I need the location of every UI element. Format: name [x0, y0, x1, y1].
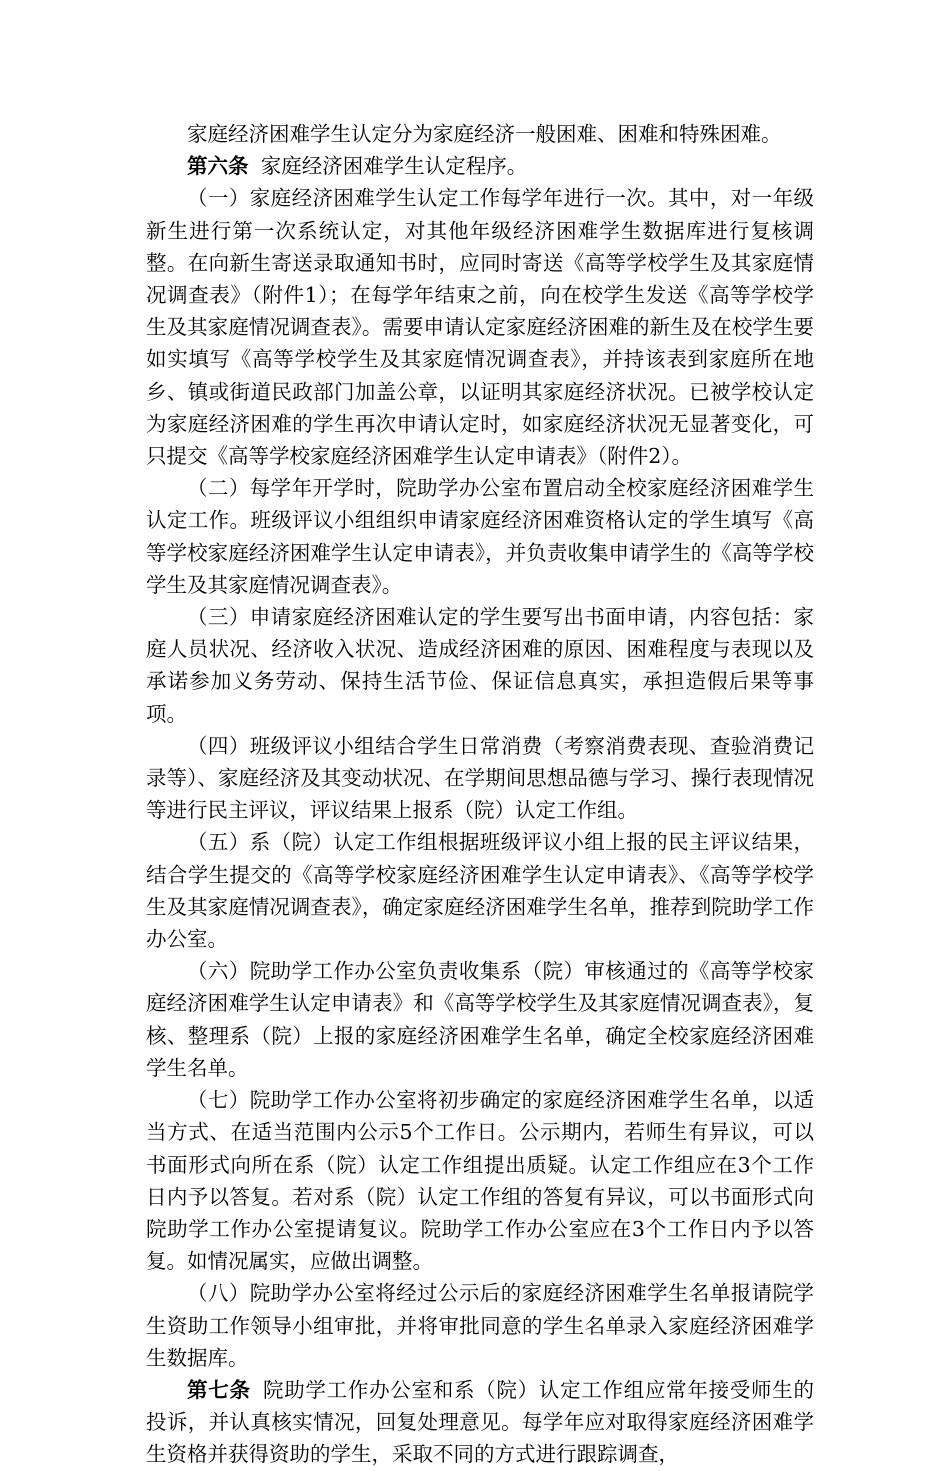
paragraph-text: 院助学工作办公室和系（院）认定工作组应常年接受师生的投诉，并认真核实情况，回复处理意见。每学年应对取得家庭经济困难学生资格并获得资助的学生，采取不同的方式进行跟踪调查，: [146, 1377, 815, 1467]
article-7-label: 第七条: [187, 1377, 251, 1402]
paragraph-text: （五）系（院）认定工作组根据班级评议小组上报的民主评议结果，结合学生提交的《高等学校家庭经济困难学生认定申请表》、《高等学校学生及其家庭情况调查表》，确定家庭经济困难学生名单，推荐到院助学工作办公室。: [146, 830, 814, 952]
paragraph-text: （三）申请家庭经济困难认定的学生要写出书面申请，内容包括：家庭人员状况、经济收入状况、造成经济困难的原因、困难程度与表现以及承诺参加义务劳动、保持生活节俭、保证信息真实，承担造假后果等事项。: [146, 605, 814, 726]
paragraph-step-3: [146, 601, 814, 730]
paragraph-step-1: [146, 182, 814, 472]
paragraph-text: （一）家庭经济困难学生认定工作每学年进行一次。其中，对一年级新生进行第一次系统认定，对其他年级经济困难学生数据库进行复核调整。在向新生寄送录取通知书时，应同时寄送《高等学校学生及其家庭情况调查表》（附件1）；在每学年结束之前，向在校学生发送《高等学校学生及其家庭情况调查表》。需要申请认定家庭经济困难的新生及在校学生要如实填写《高等学校学生及其家庭情况调查表》，并持该表到家庭所在地乡、镇或街道民政部门加盖公章，以证明其家庭经济状况。已被学校认定为家庭经济困难的学生再次申请认定时，如家庭经济状况无显著变化，可只提交《高等学校家庭经济困难学生认定申请表》（附件2）。: [146, 186, 814, 469]
paragraph-step-8: [146, 1277, 814, 1374]
paragraph-text: （八）院助学办公室将经过公示后的家庭经济困难学生名单报请院学生资助工作领导小组审批，并将审批同意的学生名单录入家庭经济困难学生数据库。: [146, 1281, 814, 1370]
paragraph-step-2: [146, 472, 814, 601]
paragraph-text: （二）每学年开学时，院助学办公室布置启动全校家庭经济困难学生认定工作。班级评议小组组织申请家庭经济困难资格认定的学生填写《高等学校家庭经济困难学生认定申请表》，并负责收集申请学生的《高等学校学生及其家庭情况调查表》。: [146, 476, 814, 597]
article-6-heading-paragraph: [146, 150, 814, 182]
article-7-paragraph: [146, 1374, 814, 1471]
paragraph-text: 家庭经济困难学生认定程序。: [260, 154, 528, 179]
article-6-label: 第六条: [187, 154, 249, 179]
paragraph-text: （六）院助学工作办公室负责收集系（院）审核通过的《高等学校家庭经济困难学生认定申请表》和《高等学校学生及其家庭情况调查表》，复核、整理系（院）上报的家庭经济困难学生名单，确定全校家庭经济困难学生名单。: [146, 959, 814, 1080]
paragraph-step-5: [146, 826, 814, 955]
paragraph-step-7: [146, 1084, 814, 1277]
paragraph-text: 家庭经济困难学生认定分为家庭经济一般困难、困难和特殊困难。: [187, 122, 782, 146]
paragraph-difficulty-levels: [146, 118, 814, 150]
document-page: [146, 118, 814, 1471]
paragraph-step-4: [146, 730, 814, 827]
paragraph-text: （四）班级评议小组结合学生日常消费（考察消费表现、查验消费记录等）、家庭经济及其变动状况、在学期间思想品德与学习、操行表现情况等进行民主评议，评议结果上报系（院）认定工作组。: [146, 733, 814, 823]
paragraph-step-6: [146, 955, 814, 1084]
paragraph-text: （七）院助学工作办公室将初步确定的家庭经济困难学生名单，以适当方式、在适当范围内公示5个工作日。公示期内，若师生有异议，可以书面形式向所在系（院）认定工作组提出质疑。认定工作组应在3个工作日内予以答复。若对系（院）认定工作组的答复有异议，可以书面形式向院助学工作办公室提请复议。院助学工作办公室应在3个工作日内予以答复。如情况属实，应做出调整。: [146, 1088, 814, 1274]
